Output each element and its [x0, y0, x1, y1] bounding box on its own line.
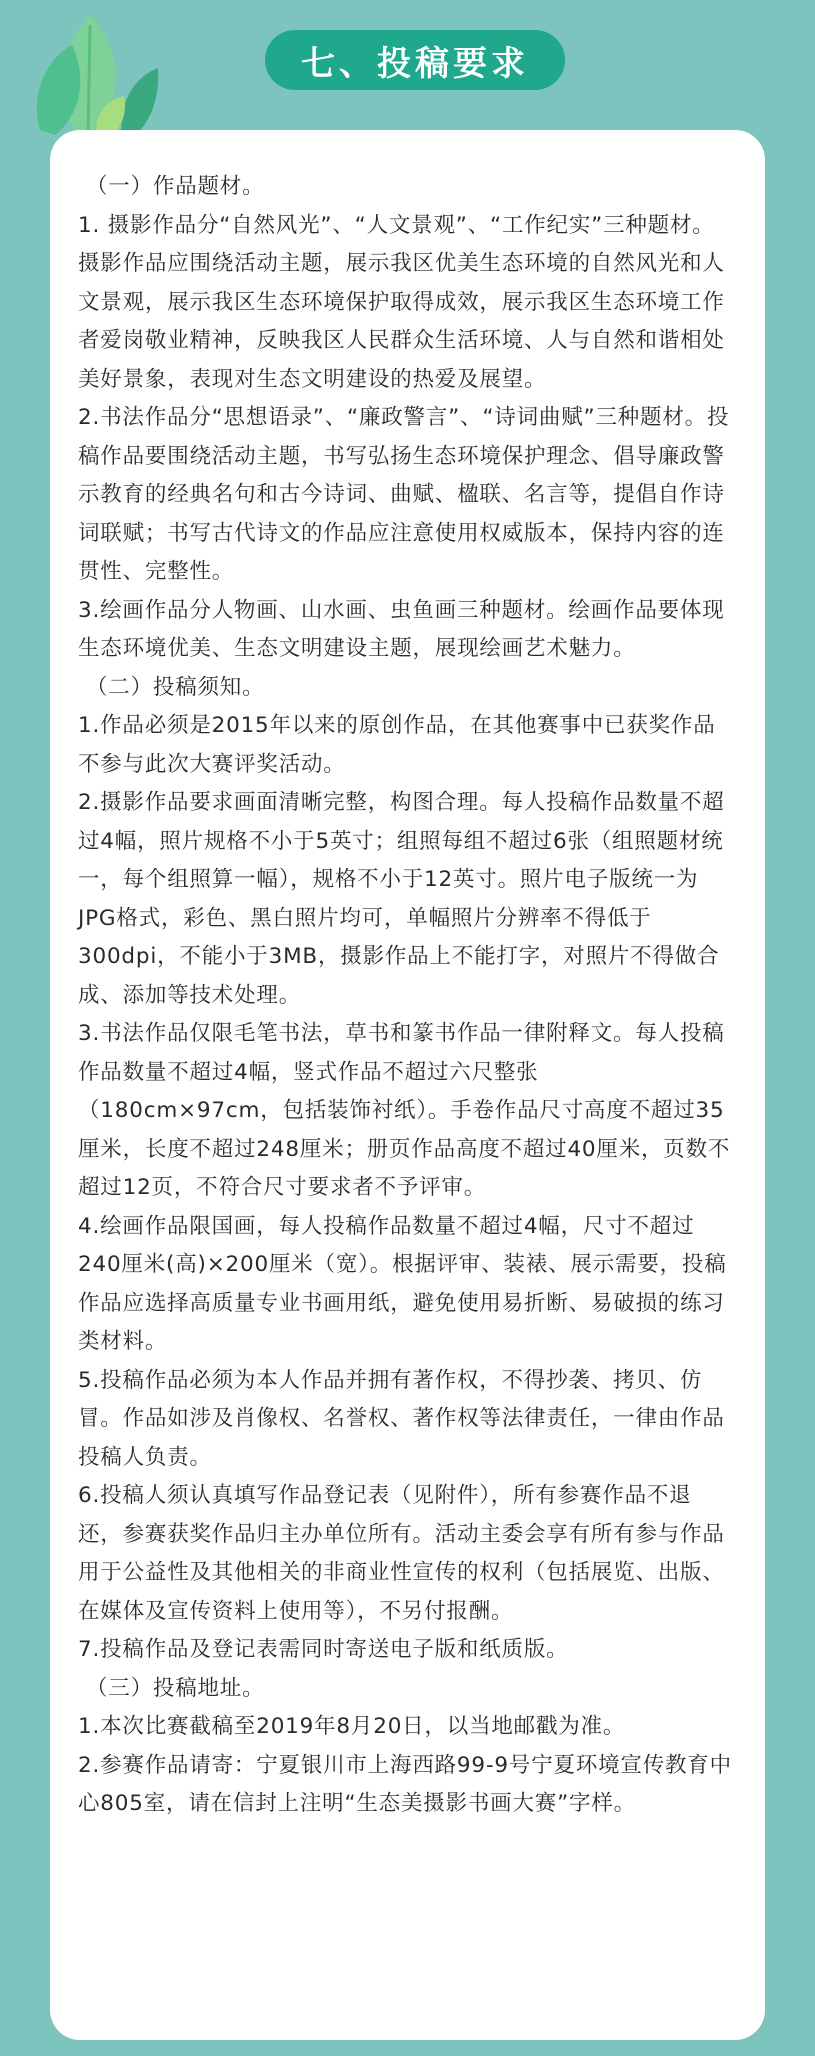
section-title-badge [265, 30, 565, 90]
paragraph: 2.摄影作品要求画面清晰完整，构图合理。每人投稿作品数量不超过4幅，照片规格不小于5英寸；组照每组不超过6张（组照题材统一，每个组照算一幅），规格不小于12英寸。照片电子版统一为JPG格式，彩色、黑白照片均可，单幅照片分辨率不得低于300dpi，不能小于3MB，摄影作品上不能打字，对照片不得做合成、添加等技术处理。 [78, 790, 725, 1008]
paragraph: 7.投稿作品及登记表需同时寄送电子版和纸质版。 [78, 1637, 569, 1662]
paragraph: 1. 摄影作品分“自然风光”、“人文景观”、“工作纪实”三种题材。摄影作品应围绕活动主题，展示我区优美生态环境的自然风光和人文景观，展示我区生态环境保护取得成效，展示我区生态环境工作者爱岗敬业精神，反映我区人民群众生活环境、人与自然和谐相处美好景象，表现对生态文明建设的热爱及展望。 [78, 212, 725, 392]
paragraph: 3.书法作品仅限毛笔书法，草书和篆书作品一律附释文。每人投稿作品数量不超过4幅，竖式作品不超过六尺整张（180cm×97cm，包括装饰衬纸）。手卷作品尺寸高度不超过35厘米，长度不超过248厘米；册页作品高度不超过40厘米，页数不超过12页，不符合尺寸要求者不予评审。 [78, 1021, 731, 1200]
paragraph: 6.投稿人须认真填写作品登记表（见附件），所有参赛作品不退还，参赛获奖作品归主办单位所有。活动主委会享有所有参与作品用于公益性及其他相关的非商业性宣传的权利（包括展览、出版、在媒体及宣传资料上使用等），不另付报酬。 [78, 1483, 725, 1624]
paragraph: 3.绘画作品分人物画、山水画、虫鱼画三种题材。绘画作品要体现生态环境优美、生态文明建设主题，展现绘画艺术魅力。 [78, 597, 725, 661]
paragraph: 2.书法作品分“思想语录”、“廉政警言”、“诗词曲赋”三种题材。投稿作品要围绕活动主题，书写弘扬生态环境保护理念、倡导廉政警示教育的经典名句和古今诗词、曲赋、楹联、名言等，提倡自作诗词联赋；书写古代诗文的作品应注意使用权威版本，保持内容的连贯性、完整性。 [78, 405, 730, 584]
paragraph: 1.作品必须是2015年以来的原创作品，在其他赛事中已获奖作品不参与此次大赛评奖活动。 [78, 713, 716, 777]
paragraph: 1.本次比赛截稿至2019年8月20日，以当地邮戳为准。 [78, 1714, 626, 1739]
content-card [50, 130, 765, 2040]
section-heading: （三）投稿地址。 [86, 1675, 265, 1701]
section-heading: （二）投稿须知。 [86, 674, 265, 700]
section-title: 七、投稿要求 [301, 43, 529, 84]
paragraph: 4.绘画作品限国画，每人投稿作品数量不超过4幅，尺寸不超过240厘米(高)×200厘米（宽）。根据评审、装裱、展示需要，投稿作品应选择高质量专业书画用纸，避免使用易折断、易破损的练习类材料。 [78, 1213, 727, 1354]
requirements-text [78, 168, 736, 1824]
paragraph: 5.投稿作品必须为本人作品并拥有著作权，不得抄袭、拷贝、仿冒。作品如涉及肖像权、名誉权、著作权等法律责任，一律由作品投稿人负责。 [78, 1367, 725, 1470]
plant-leaves-decoration [30, 0, 160, 145]
section-heading: （一）作品题材。 [86, 174, 265, 199]
paragraph: 2.参赛作品请寄：宁夏银川市上海西路99-9号宁夏环境宣传教育中心805室，请在信封上注明“生态美摄影书画大赛”字样。 [78, 1752, 732, 1816]
